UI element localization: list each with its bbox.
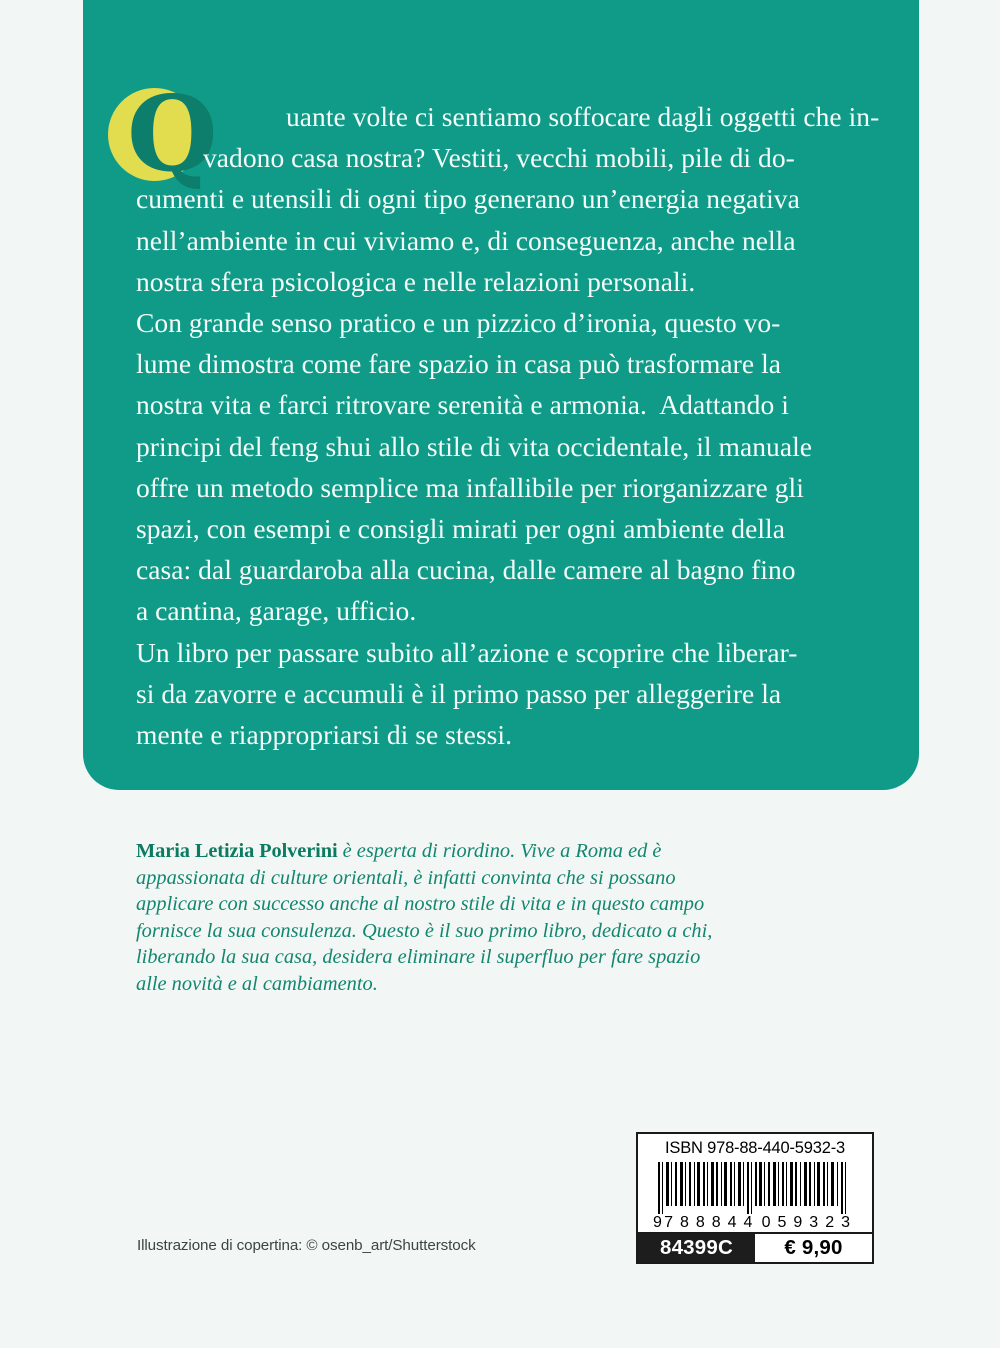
blurb-line: nostra sfera psicologica e nelle relazioni personali. — [136, 265, 696, 297]
barcode-lower-section — [638, 1232, 872, 1262]
author-bio-line: applicare con successo anche al nostro stile di vita e in questo campo — [136, 893, 705, 916]
blurb-line: nostra vita e farci ritrovare serenità e armonia. Adattando i — [136, 389, 789, 421]
blurb-text — [136, 96, 880, 755]
dropcap-letter: Q — [127, 72, 216, 195]
author-bio-text: è esperta di riordino. Vive a Roma ed è — [337, 840, 662, 862]
blurb-line: principi del feng shui allo stile di vita occidentale, il manuale — [136, 430, 813, 462]
author-bio-line — [136, 838, 856, 865]
barcode-upper-section — [638, 1134, 872, 1232]
barcode-digits — [652, 1214, 858, 1232]
barcode-bars-icon — [656, 1162, 854, 1214]
barcode-block — [636, 1132, 874, 1264]
blurb-line: mente e riappropriarsi di se stessi. — [136, 719, 513, 751]
illustration-credit: Illustrazione di copertina: © osenb_art/Shutterstock — [137, 1237, 476, 1254]
blurb-line: offre un metodo semplice ma infallibile per riorganizzare gli — [136, 471, 804, 503]
isbn-label: ISBN 978-88-440-5932-3 — [665, 1139, 845, 1157]
blurb-line: casa: dal guardaroba alla cucina, dalle camere al bagno fino — [136, 554, 796, 586]
blurb-line: cumenti e utensili di ogni tipo generano un’energia negativa — [136, 183, 800, 215]
author-bio-line: alle novità e al cambiamento. — [136, 972, 378, 995]
barcode-digit-lead: 9 — [653, 1214, 662, 1231]
price-label: € 9,90 — [755, 1234, 872, 1262]
author-bio-line: appassionata di culture orientali, è infatti convinta che si possano — [136, 866, 676, 889]
author-name: Maria Letizia Polverini — [136, 840, 338, 862]
barcode-digits-left: 788844 — [664, 1214, 760, 1231]
blurb-line: lume dimostra come fare spazio in casa può trasformare la — [136, 348, 782, 380]
blurb-line: si da zavorre e accumuli è il primo passo per alleggerire la — [136, 677, 782, 709]
author-bio-line: fornisce la sua consulenza. Questo è il suo primo libro, dedicato a chi, — [136, 919, 713, 942]
blurb-line: a cantina, garage, ufficio. — [136, 595, 417, 627]
blurb-line: Un libro per passare subito all’azione e scoprire che liberar- — [136, 636, 798, 668]
blurb-line: Con grande senso pratico e un pizzico d’ironia, questo vo- — [136, 307, 781, 339]
blurb-line: nell’ambiente in cui viviamo e, di conseguenza, anche nella — [136, 224, 796, 256]
author-bio — [136, 838, 856, 998]
blurb-panel — [83, 0, 919, 790]
blurb-line: spazi, con esempi e consigli mirati per ogni ambiente della — [136, 513, 785, 545]
author-bio-line: liberando la sua casa, desidera eliminare il superfluo per fare spazio — [136, 946, 701, 969]
blurb-line: vadono casa nostra? Vestiti, vecchi mobili, pile di do- — [203, 142, 795, 174]
barcode-digits-right: 059323 — [761, 1214, 857, 1231]
catalog-code: 84399C — [638, 1234, 755, 1262]
blurb-line: uante volte ci sentiamo soffocare dagli oggetti che in- — [286, 101, 880, 132]
